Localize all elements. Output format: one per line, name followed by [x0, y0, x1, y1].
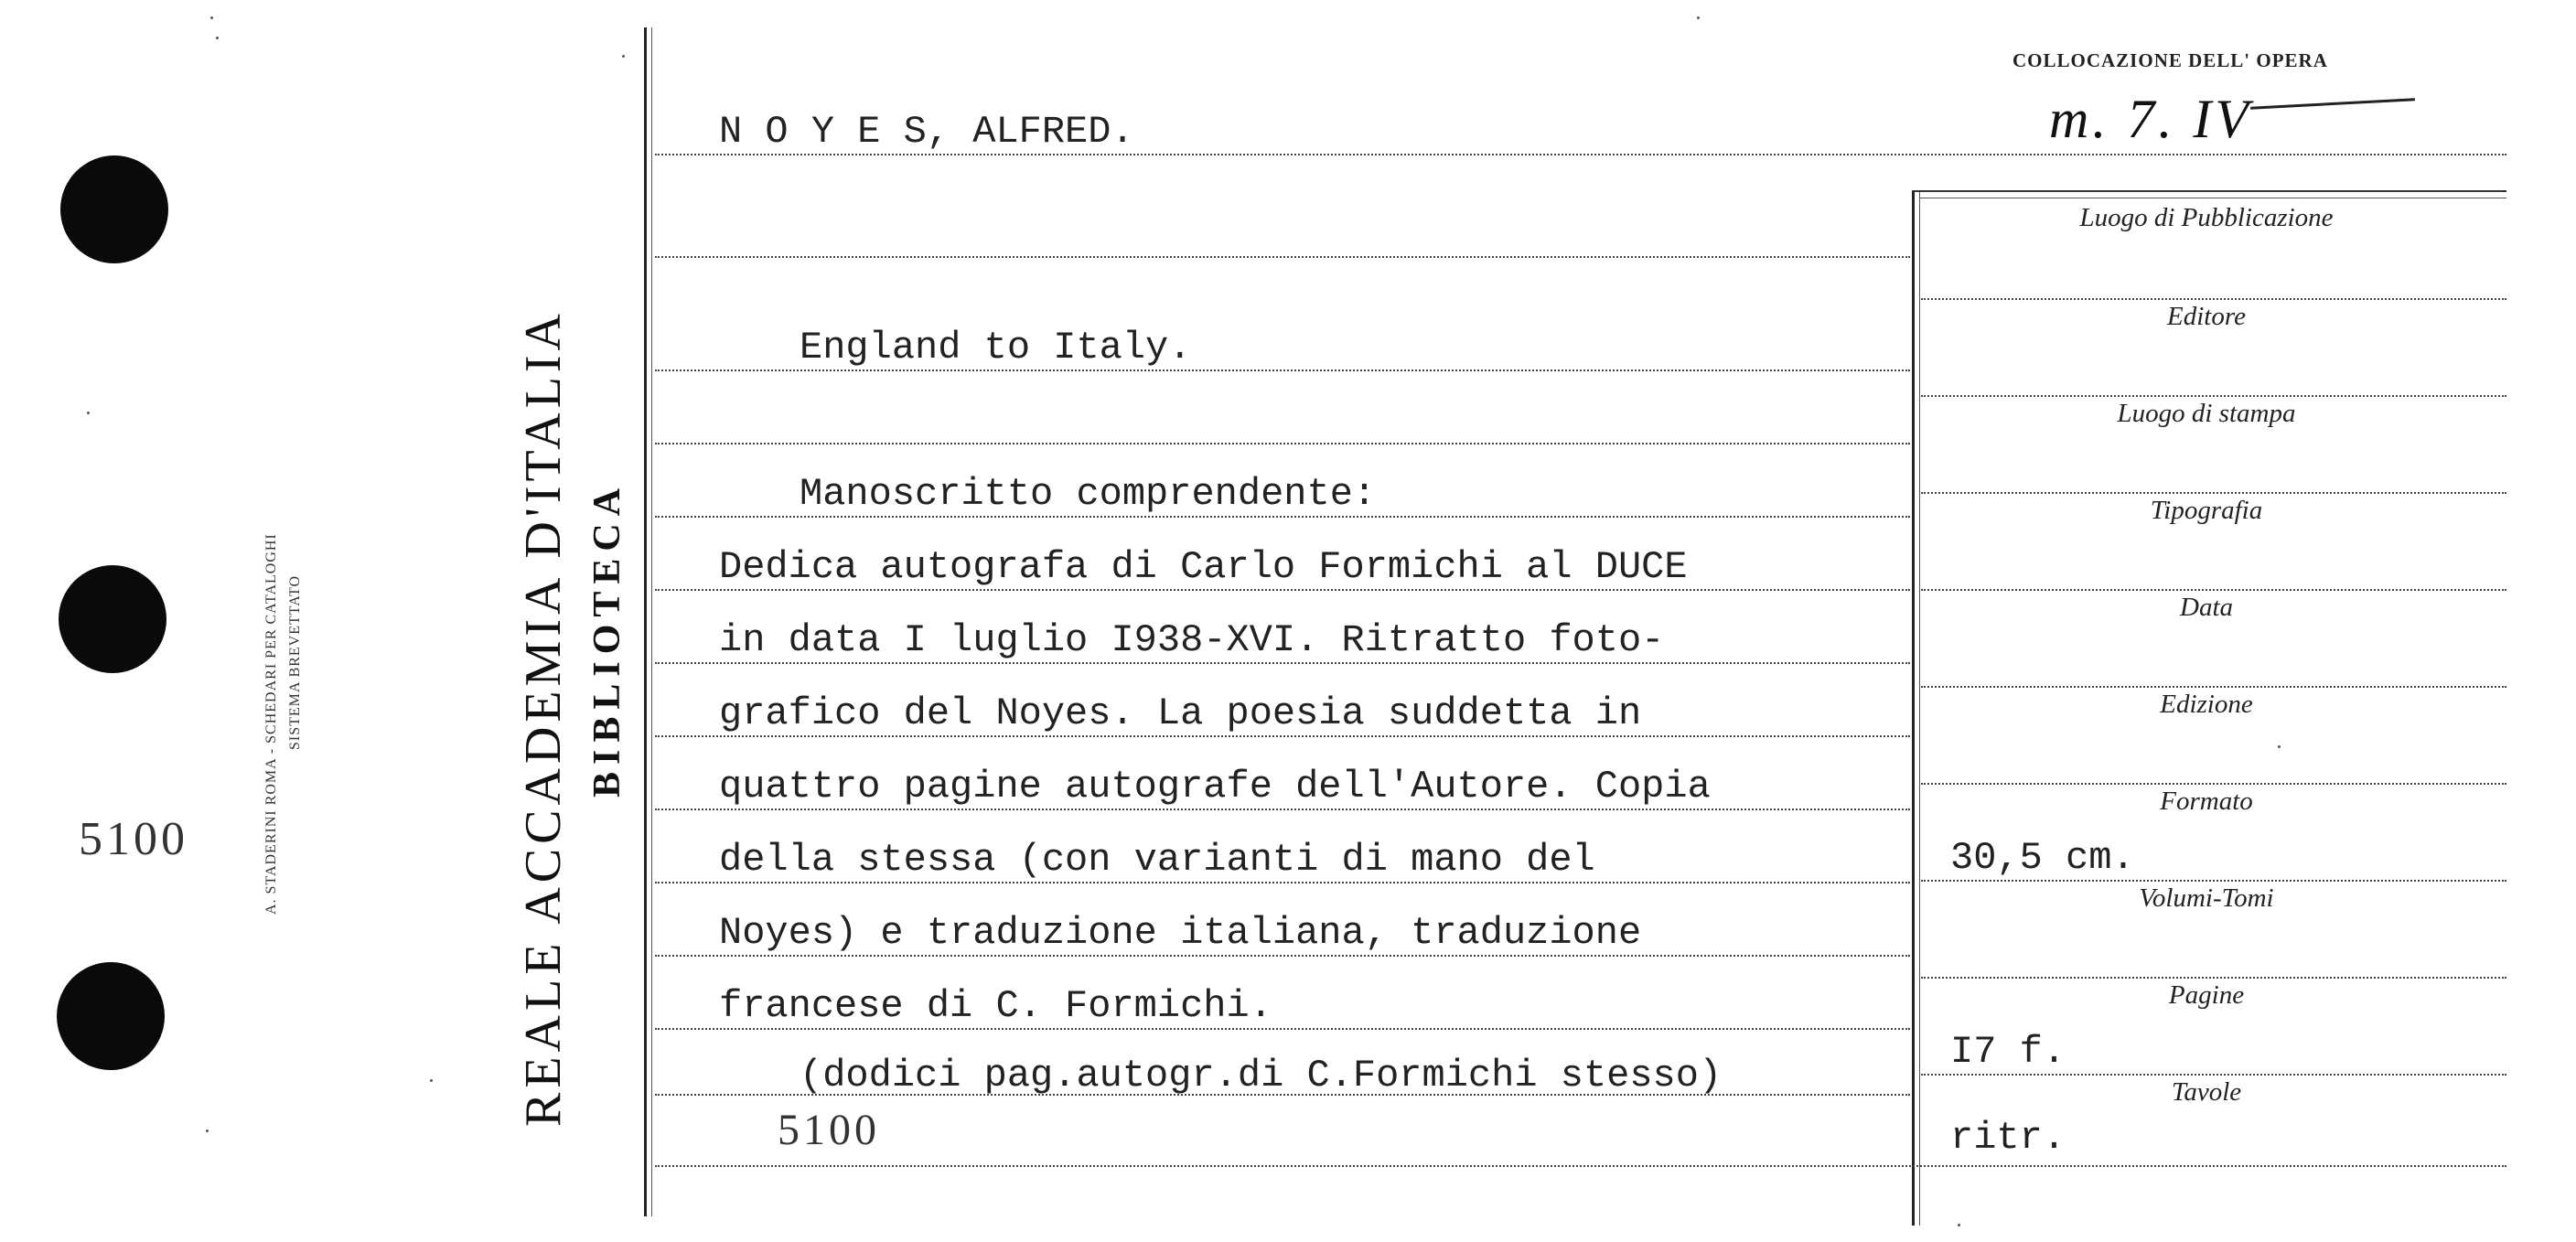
work-title: England to Italy. [800, 326, 1192, 369]
description-line: quattro pagine autografe dell'Autore. Copia [719, 765, 1711, 808]
field-column-top-border [1912, 190, 2506, 192]
field-label-formato: Formato [2160, 787, 2253, 816]
field-label-tavole: Tavole [2171, 1077, 2242, 1107]
field-label-luogo-stampa: Luogo di stampa [2117, 399, 2296, 428]
field-value-pagine: I7 f. [1950, 1030, 2066, 1074]
ruled-line [655, 662, 1910, 664]
speck [87, 412, 90, 414]
speck [1697, 16, 1700, 19]
description-heading: Manoscritto comprendente: [800, 472, 1377, 516]
field-line [1921, 783, 2506, 785]
ruled-line [655, 735, 1910, 737]
field-label-edizione: Edizione [2160, 690, 2253, 719]
collocazione-label: COLLOCAZIONE DELL' OPERA [2012, 49, 2328, 71]
field-value-tavole: ritr. [1950, 1116, 2066, 1160]
field-label-volumi-tomi: Volumi-Tomi [2139, 883, 2274, 913]
speck [622, 55, 625, 58]
punch-hole-middle [59, 565, 166, 673]
institution-name: REALE ACCADEMIA D'ITALIA [515, 309, 572, 1127]
ruled-line [655, 955, 1910, 957]
field-label-tipografia: Tipografia [2150, 496, 2263, 525]
ruled-line [655, 443, 1910, 444]
speck [206, 1130, 209, 1132]
punch-hole-bottom [57, 962, 165, 1070]
ruled-line [655, 808, 1910, 810]
punch-hole-top [60, 155, 168, 263]
ruled-line [655, 1028, 1910, 1030]
description-line: grafico del Noyes. La poesia suddetta in [719, 691, 1642, 735]
description-line: in data I luglio I938-XVI. Ritratto foto- [719, 618, 1665, 662]
speck [2278, 745, 2281, 748]
field-label-luogo-pubblicazione: Luogo di Pubblicazione [2079, 203, 2334, 232]
left-margin-rule-inner [651, 27, 652, 1216]
ruled-line [655, 516, 1910, 518]
speck [430, 1079, 433, 1082]
ruled-line [655, 369, 1910, 371]
description-line: Dedica autografa di Carlo Formichi al DUCE [719, 545, 1688, 589]
field-label-editore: Editore [2167, 302, 2246, 331]
field-line [1921, 977, 2506, 979]
collocazione-underline [2250, 98, 2415, 109]
autograph-note: (dodici pag.autogr.di C.Formichi stesso) [800, 1054, 1723, 1097]
author-heading: N O Y E S, ALFRED. [719, 110, 1134, 154]
field-line [1921, 298, 2506, 300]
collocazione-value: m. 7. IV [2049, 89, 2252, 149]
field-line [1921, 880, 2506, 882]
field-line [1921, 589, 2506, 591]
description-line: della stessa (con varianti di mano del [719, 838, 1595, 882]
field-line [1921, 1074, 2506, 1076]
field-label-pagine: Pagine [2168, 980, 2245, 1010]
ruled-line [655, 1165, 2506, 1167]
field-line [1921, 395, 2506, 397]
speck [210, 16, 213, 19]
speck [216, 37, 219, 39]
field-line [1921, 492, 2506, 494]
ruled-line [655, 154, 2506, 155]
ruled-line [655, 589, 1910, 591]
printer-imprint: A. STADERINI ROMA - SCHEDARI PER CATALOGHI [263, 533, 279, 915]
stamp-number: 5100 [79, 813, 188, 865]
speck [1958, 1224, 1960, 1226]
inventory-number: 5100 [778, 1106, 880, 1154]
description-line: francese di C. Formichi. [719, 984, 1272, 1028]
left-margin-rule [644, 27, 647, 1216]
field-label-data: Data [2180, 593, 2233, 622]
field-line [1921, 686, 2506, 688]
field-value-formato: 30,5 cm. [1950, 836, 2135, 880]
description-line: Noyes) e traduzione italiana, traduzione [719, 911, 1642, 955]
system-note: SISTEMA BREVETTATO [287, 574, 303, 750]
ruled-line [655, 882, 1910, 883]
department-name: BIBLIOTECA [586, 480, 628, 798]
ruled-line [655, 256, 1910, 258]
